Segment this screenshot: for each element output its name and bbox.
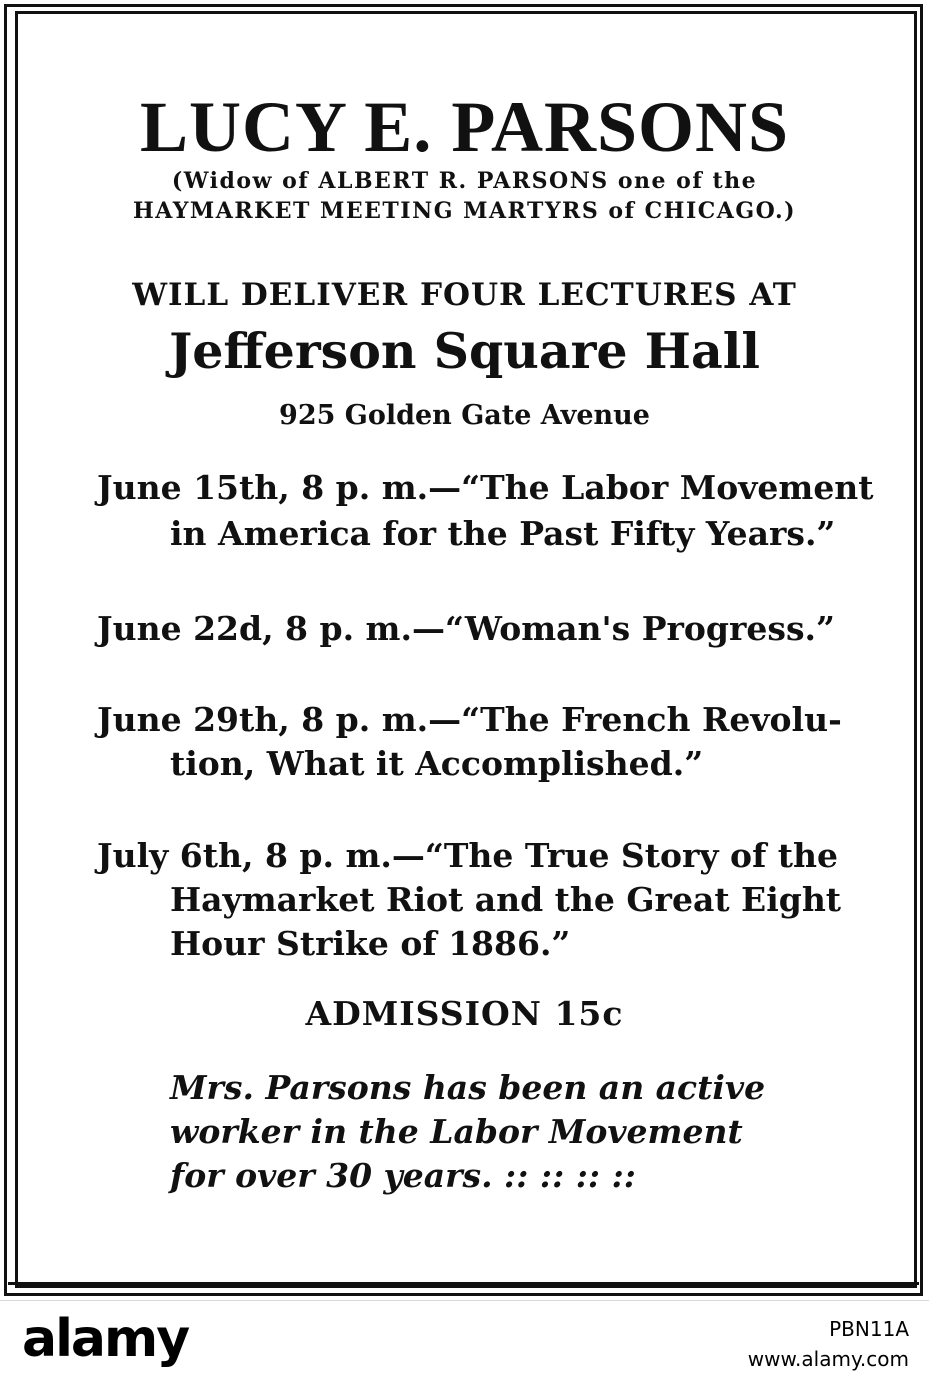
poster-title: LUCY E. PARSONS bbox=[139, 87, 790, 167]
brand-logo: alamy bbox=[22, 1309, 189, 1369]
lecture-2-line-1: June 22d, 8 p. m.—“Woman's Progress.” bbox=[97, 609, 836, 648]
lecture-4-line-1: July 6th, 8 p. m.—“The True Story of the bbox=[97, 836, 838, 875]
lecture-1-line-1: June 15th, 8 p. m.—“The Labor Movement bbox=[97, 468, 874, 507]
venue-address: 925 Golden Gate Avenue bbox=[279, 400, 650, 431]
image-reference: PBN11A bbox=[829, 1317, 909, 1341]
lecture-1-line-2: in America for the Past Fifty Years.” bbox=[170, 514, 836, 553]
site-url: www.alamy.com bbox=[747, 1347, 909, 1371]
stock-watermark-bar bbox=[0, 1300, 929, 1391]
bottom-rule bbox=[8, 1282, 919, 1285]
venue-name: Jefferson Square Hall bbox=[169, 322, 760, 380]
lecture-4-line-3: Hour Strike of 1886.” bbox=[170, 924, 571, 963]
admission-price: ADMISSION 15c bbox=[305, 994, 624, 1033]
lecture-3-line-2: tion, What it Accomplished.” bbox=[170, 744, 704, 783]
note-line-2: worker in the Labor Movement bbox=[170, 1112, 743, 1151]
note-line-1: Mrs. Parsons has been an active bbox=[170, 1068, 766, 1107]
lecture-3-line-1: June 29th, 8 p. m.—“The French Revolu- bbox=[97, 700, 842, 739]
subtitle-line-1: (Widow of ALBERT R. PARSONS one of the bbox=[171, 168, 758, 194]
subtitle-line-2: HAYMARKET MEETING MARTYRS of CHICAGO.) bbox=[132, 198, 797, 224]
lecture-4-line-2: Haymarket Riot and the Great Eight bbox=[170, 880, 842, 919]
deliver-heading: WILL DELIVER FOUR LECTURES AT bbox=[132, 277, 797, 313]
note-line-3: for over 30 years. :: :: :: :: bbox=[170, 1156, 636, 1195]
